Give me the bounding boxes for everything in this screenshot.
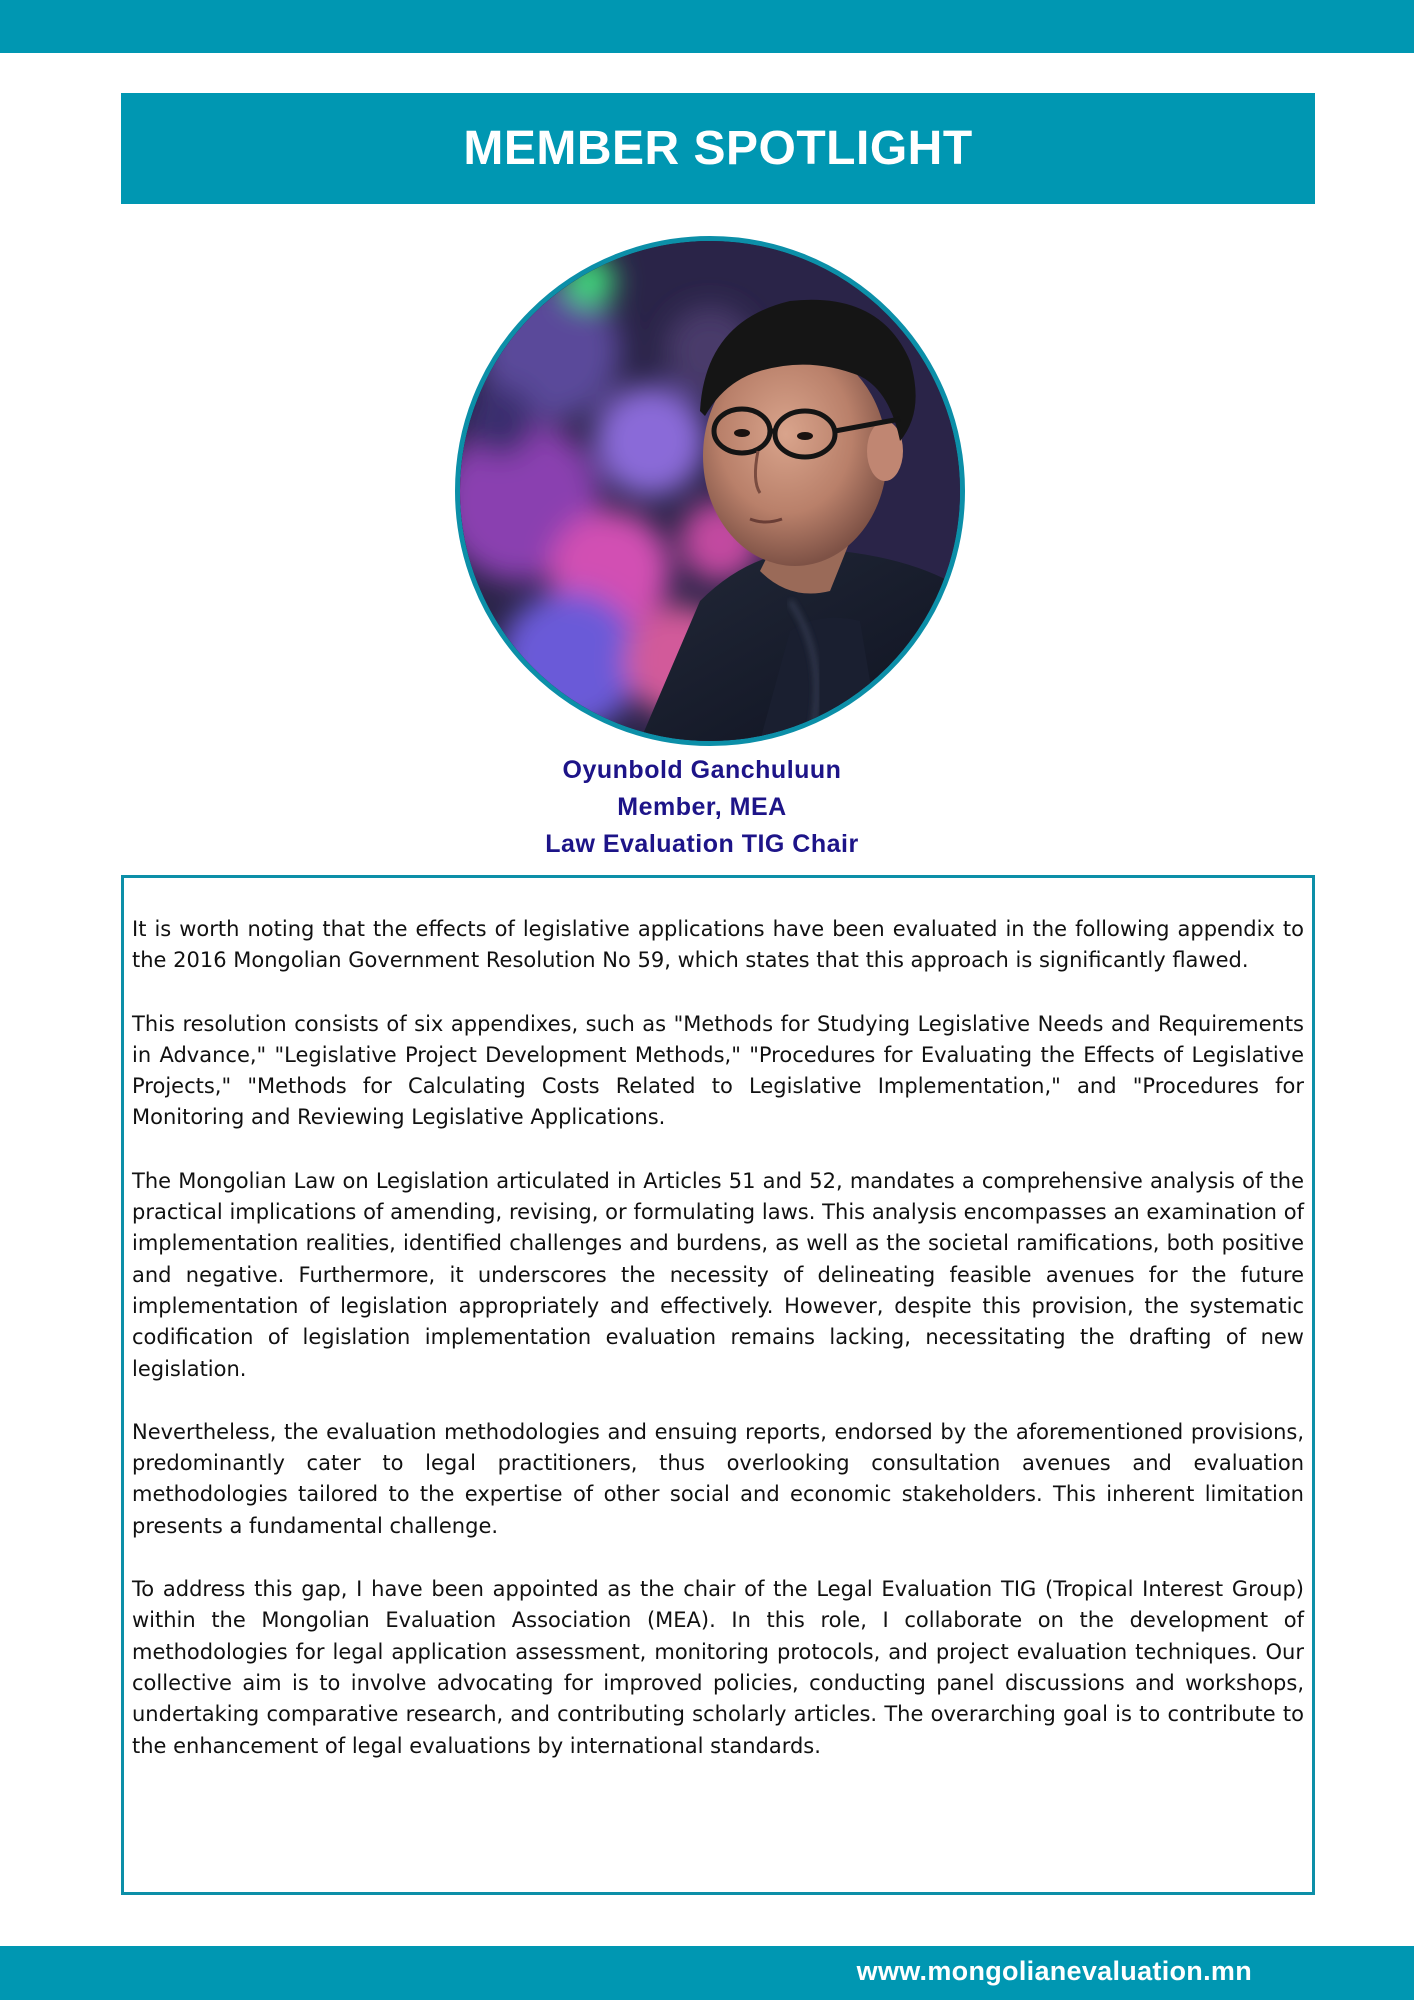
member-portrait [455, 236, 965, 746]
title-banner [121, 93, 1315, 204]
member-info [121, 752, 1283, 863]
page-title: MEMBER SPOTLIGHT [463, 122, 973, 175]
member-name: Oyunbold Ganchuluun [562, 756, 842, 784]
article-paragraph: This resolution consists of six appendixes, such as "Methods for Studying Legislative Needs and Requirements in Advance," "Legislative Project Development Methods," "Procedures for Evaluating the Effects of Legislative Projects," "Methods for Calculating Costs Related to Legislative Implementation," and "Procedures for Monitoring and Reviewing Legislative Applications. [132, 1011, 1304, 1130]
footer-bar [0, 1946, 1414, 2000]
article-paragraph: The Mongolian Law on Legislation articulated in Articles 51 and 52, mandates a comprehensive analysis of the practical implications of amending, revising, or formulating laws. This analysis encompasses an examination of implementation realities, identified challenges and burdens, as well as the societal ramifications, both positive and negative. Furthermore, it underscores the necessity of delineating feasible avenues for the future implementation of legislation appropriately and effectively. However, despite this provision, the systematic codification of legislation implementation evaluation remains lacking, necessitating the drafting of new legislation. [132, 1168, 1304, 1381]
article-paragraph: It is worth noting that the effects of legislative applications have been evaluated in the following appendix to the 2016 Mongolian Government Resolution No 59, which states that this approach is significantly flawed. [132, 917, 1304, 973]
article-paragraph: To address this gap, I have been appointed as the chair of the Legal Evaluation TIG (Tropical Interest Group) within the Mongolian Evaluation Association (MEA). In this role, I collaborate on the development of methodologies for legal application assessment, monitoring protocols, and project evaluation techniques. Our collective aim is to involve advocating for improved policies, conducting panel discussions and workshops, undertaking comparative research, and contributing scholarly articles. The overarching goal is to contribute to the enhancement of legal evaluations by international standards. [132, 1577, 1304, 1758]
top-accent-bar [0, 0, 1414, 53]
member-role: Member, MEA [617, 793, 787, 821]
member-portrait-photo [460, 241, 960, 741]
article-box [121, 875, 1315, 1895]
member-position: Law Evaluation TIG Chair [545, 830, 859, 858]
website-link[interactable]: www.mongolianevaluation.mn [856, 1956, 1252, 1986]
article-paragraph: Nevertheless, the evaluation methodologies and ensuing reports, endorsed by the aforementioned provisions, predominantly cater to legal practitioners, thus overlooking consultation avenues and evaluation methodologies tailored to the expertise of other social and economic stakeholders. This inherent limitation presents a fundamental challenge. [132, 1419, 1304, 1538]
